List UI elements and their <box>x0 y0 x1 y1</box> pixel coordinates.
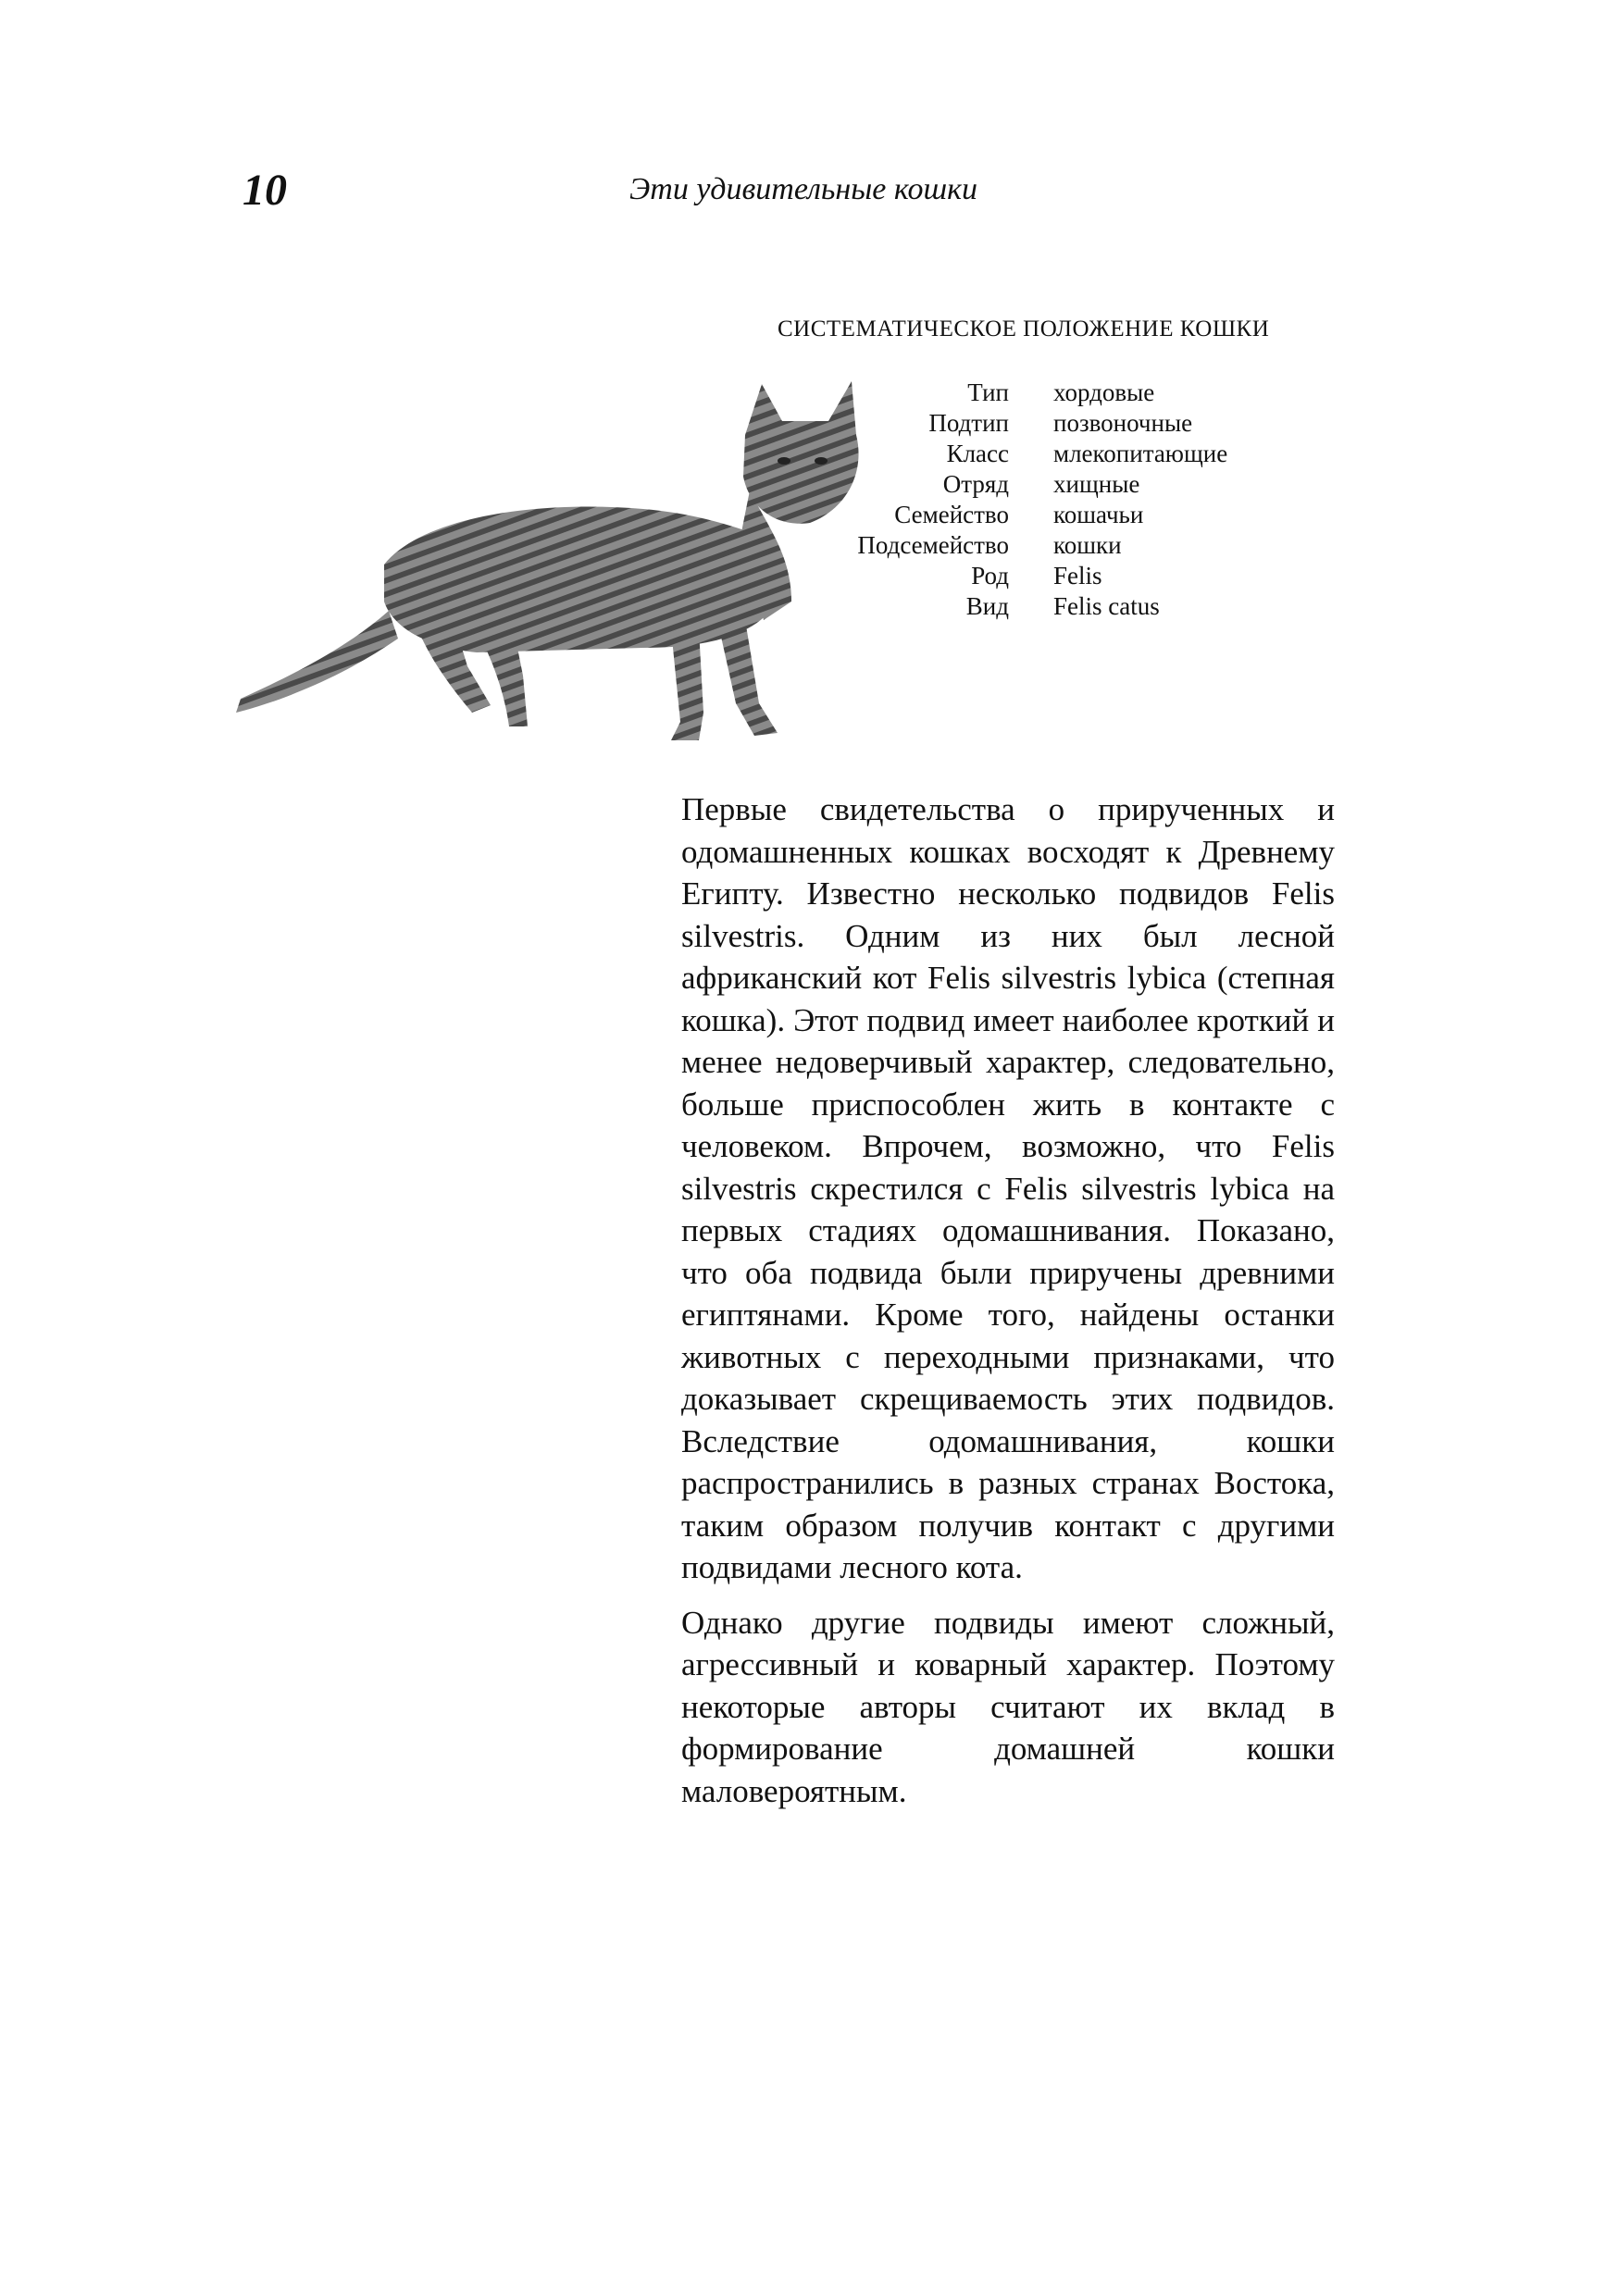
taxonomy-row <box>815 469 1227 500</box>
taxonomy-name: хордовые <box>1053 379 1155 406</box>
paragraph: Первые свидетельства о прирученных и одомашненных кошках восходят к Древнему Египту. Известно несколько подвидов Felis silvestris. Одним из них был лесной африканский кот Felis silvestris lybica (степная кошка). Этот подвид имеет наиболее кроткий и менее недоверчивый характер, следовательно, больше приспособлен жить в контакте с человеком. Впрочем, возможно, что Felis silvestris скрестился с Felis silvestris lybica на первых стадиях одомашнивания. Показано, что оба подвида были приручены древними египтянами. Кроме того, найдены останки животных с переходными признаками, что доказывает скрещиваемость этих подвидов. Вследствие одомашнивания, кошки распространились в разных странах Востока, таким образом получив контакт с другими подвидами лесного кота. <box>681 791 1335 1585</box>
taxonomy-rank: Подсемейство <box>857 531 1009 559</box>
taxonomy-row <box>815 378 1227 408</box>
taxonomy-name: Felis catus <box>1053 592 1160 620</box>
taxonomy-name: Felis <box>1053 562 1102 590</box>
body-text <box>681 788 1335 1825</box>
taxonomy-rank: Семейство <box>894 501 1009 528</box>
taxonomy-title: СИСТЕМАТИЧЕСКОЕ ПОЛОЖЕНИЕ КОШКИ <box>778 316 1270 341</box>
cat-illustration <box>236 370 884 759</box>
taxonomy-row <box>815 439 1227 469</box>
taxonomy-rank: Род <box>971 562 1009 590</box>
taxonomy-name: млекопитающие <box>1053 440 1228 467</box>
taxonomy-row <box>815 591 1227 622</box>
taxonomy-name: хищные <box>1053 470 1140 498</box>
taxonomy-name: позвоночные <box>1053 409 1193 437</box>
taxonomy-row <box>815 561 1227 591</box>
taxonomy-row <box>815 500 1227 530</box>
page-number: 10 <box>243 166 287 215</box>
taxonomy-table <box>815 378 1227 622</box>
running-title: Эти удивительные кошки <box>629 172 978 206</box>
taxonomy-name: кошачьи <box>1053 501 1144 528</box>
taxonomy-row <box>815 408 1227 439</box>
paragraph: Однако другие подвиды имеют сложный, агрессивный и коварный характер. Поэтому некоторые авторы считают их вклад в формирование домашней кошки маловероятным. <box>681 1604 1335 1809</box>
taxonomy-rank: Класс <box>946 440 1009 467</box>
taxonomy-rank: Тип <box>967 379 1009 406</box>
taxonomy-rank: Отряд <box>942 470 1009 498</box>
taxonomy-name: кошки <box>1053 531 1122 559</box>
taxonomy-rank: Подтип <box>928 409 1009 437</box>
taxonomy-rank: Вид <box>965 592 1009 620</box>
taxonomy-row <box>815 530 1227 561</box>
